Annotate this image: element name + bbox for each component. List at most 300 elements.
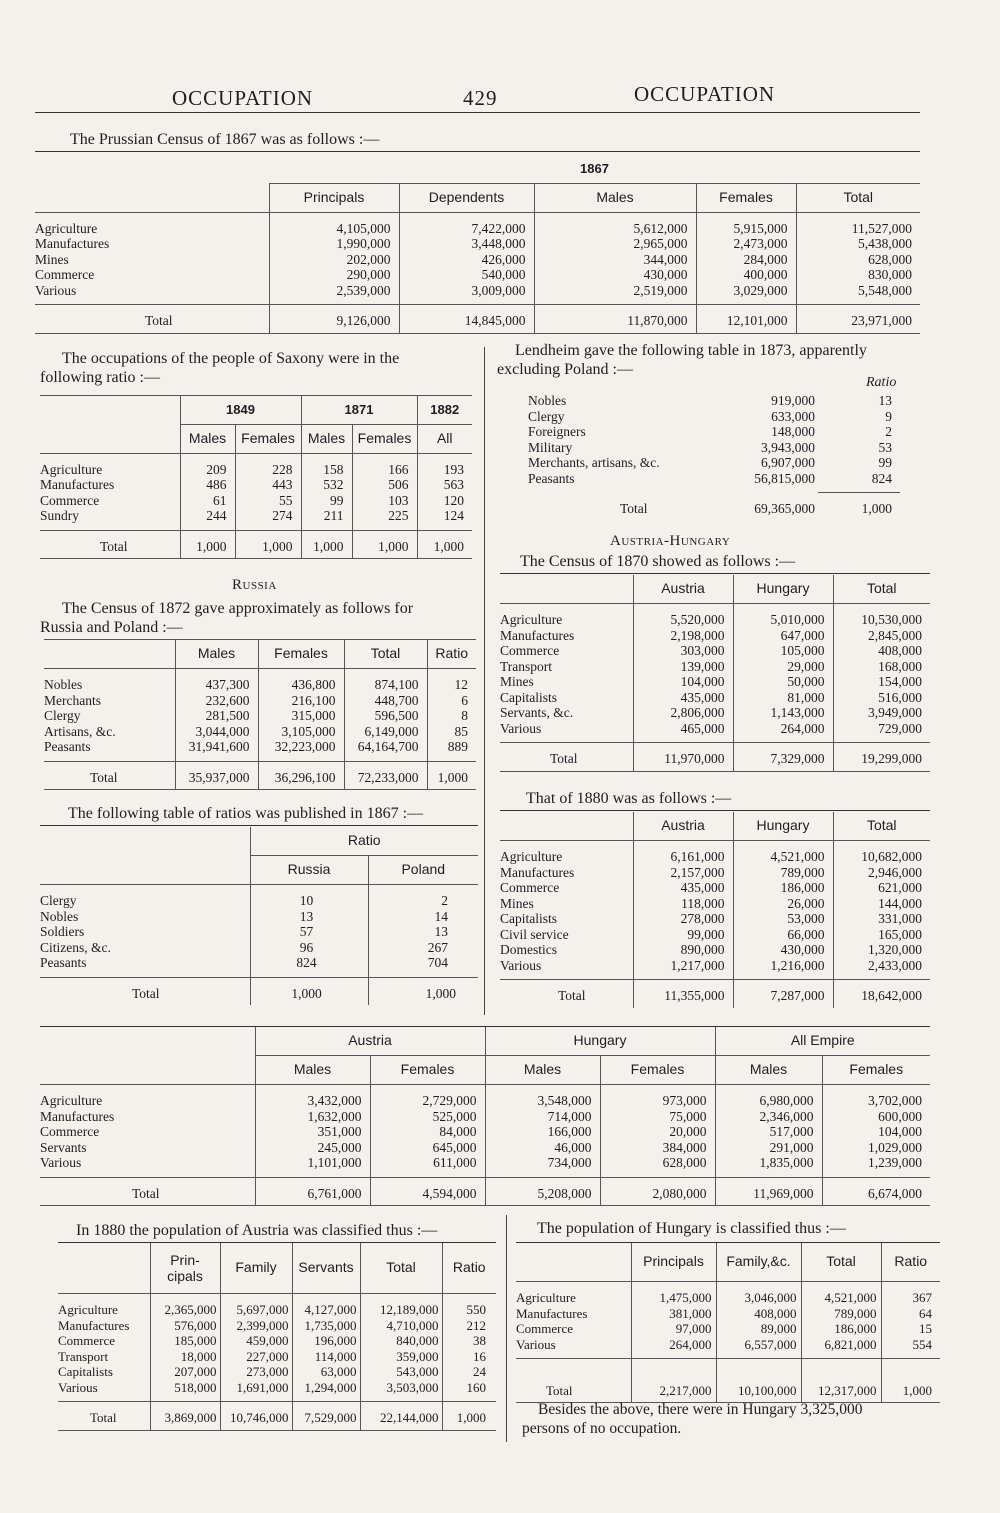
- cell: 166: [352, 453, 417, 477]
- cell: 53,000: [733, 911, 833, 927]
- cell: 22,144,000: [360, 1402, 442, 1431]
- table-row: [500, 628, 930, 644]
- cell: 1,000: [417, 530, 472, 559]
- cell: 274: [235, 508, 301, 530]
- row-label: Merchants: [44, 692, 101, 708]
- cell: 1,029,000: [822, 1140, 930, 1156]
- cell: 290,000: [269, 267, 399, 283]
- cell: 550: [442, 1294, 496, 1318]
- table-row: [40, 477, 472, 493]
- cell: 830,000: [796, 267, 920, 283]
- cell: 264,000: [631, 1337, 716, 1359]
- table-row: [35, 283, 920, 305]
- table-row: [40, 1085, 930, 1109]
- cell: 2,433,000: [833, 958, 930, 980]
- cell: 2,080,000: [600, 1177, 715, 1206]
- cell: 734,000: [485, 1155, 600, 1177]
- cell: 2,473,000: [696, 236, 796, 252]
- cell: 148,000: [771, 424, 815, 439]
- cell: 124: [417, 508, 472, 530]
- prussia-col-total: Total: [796, 183, 920, 212]
- cell: 10,530,000: [833, 604, 930, 628]
- cell: 13: [878, 393, 892, 408]
- cell: 351,000: [255, 1124, 370, 1140]
- cell: 6,761,000: [255, 1177, 370, 1206]
- cell: 85: [427, 724, 476, 740]
- row-label: Soldiers: [40, 924, 85, 939]
- cell: 400,000: [696, 267, 796, 283]
- cell: 628,000: [796, 252, 920, 268]
- cell: 1,000: [861, 501, 892, 516]
- cell: 13: [250, 909, 368, 925]
- table-row: [44, 724, 476, 740]
- cell: 196,000: [292, 1333, 360, 1349]
- cell: 384,000: [600, 1140, 715, 1156]
- cell: 2,946,000: [833, 865, 930, 881]
- total-label: Total: [100, 538, 128, 554]
- row-label: Agriculture: [40, 1093, 103, 1108]
- table-row: [500, 674, 930, 690]
- cell: 919,000: [771, 393, 815, 408]
- prussia-year: 1867: [269, 155, 920, 183]
- cell: 105,000: [733, 643, 833, 659]
- cell: 3,432,000: [255, 1085, 370, 1109]
- cell: 554: [881, 1337, 940, 1359]
- total-label: Total: [90, 1410, 117, 1425]
- row-label: Various: [35, 282, 77, 298]
- cell: 532: [301, 477, 352, 493]
- cell: 2,965,000: [534, 236, 696, 252]
- cell: 344,000: [534, 252, 696, 268]
- austria1870-top-rule: [500, 573, 930, 574]
- cell: 889: [427, 739, 476, 761]
- austria1880-caption: That of 1880 was as follows :—: [526, 790, 732, 807]
- russia-col-total: Total: [344, 640, 427, 669]
- cell: 9: [885, 408, 892, 424]
- austria1870-col-austria: Austria: [633, 575, 733, 604]
- cell: 1,000: [427, 761, 476, 790]
- prussia-table: [35, 155, 920, 334]
- empire-col-all-females: Females: [822, 1056, 930, 1085]
- row-label: Various: [40, 1155, 82, 1170]
- cell: 29,000: [733, 659, 833, 675]
- hungary-footnote-line1: Besides the above, there were in Hungary 3,325,000: [538, 1401, 863, 1418]
- cell: 61: [180, 493, 235, 509]
- cell: 2: [368, 885, 478, 909]
- russia-table: [44, 639, 476, 790]
- cell: 973,000: [600, 1085, 715, 1109]
- austria-hungary-heading: Austria-Hungary: [610, 533, 731, 549]
- table-row: [44, 669, 476, 693]
- cell: 6,674,000: [822, 1177, 930, 1206]
- cell: 207,000: [150, 1364, 220, 1380]
- cell: 600,000: [822, 1109, 930, 1125]
- row-label: Commerce: [516, 1321, 574, 1336]
- cell: 264,000: [733, 721, 833, 743]
- cell: 576,000: [150, 1318, 220, 1334]
- page-number: 429: [463, 86, 498, 110]
- table-row: [500, 721, 930, 743]
- cell: 303,000: [633, 643, 733, 659]
- table-row: [40, 1109, 930, 1125]
- total-row: [40, 1177, 930, 1206]
- cell: 4,521,000: [733, 841, 833, 865]
- cell: 518,000: [150, 1380, 220, 1402]
- row-label: Manufactures: [58, 1317, 130, 1333]
- austria1880-table: [500, 812, 930, 1008]
- cell: 2,365,000: [150, 1294, 220, 1318]
- table-row: [40, 1155, 930, 1177]
- cell: 1,217,000: [633, 958, 733, 980]
- cell: 331,000: [833, 911, 930, 927]
- row-label: Mines: [500, 674, 534, 689]
- row-label: Nobles: [528, 393, 567, 408]
- row-label: Nobles: [40, 908, 79, 924]
- table-row: [500, 690, 930, 706]
- cell: 165,000: [833, 927, 930, 943]
- cell: 714,000: [485, 1109, 600, 1125]
- table-row: [58, 1380, 496, 1402]
- prussia-col-dependents: Dependents: [399, 183, 534, 212]
- cell: 1,000: [368, 977, 478, 1005]
- table-row: [40, 909, 478, 925]
- table-row: [40, 453, 472, 477]
- table-row: [528, 440, 900, 456]
- cell: 12,189,000: [360, 1294, 442, 1318]
- cell: 209: [180, 453, 235, 477]
- cell: 1,101,000: [255, 1155, 370, 1177]
- table-row: [58, 1364, 496, 1380]
- column-divider: [484, 347, 485, 1015]
- cell: 1,000: [250, 977, 368, 1005]
- cell: 11,355,000: [633, 980, 733, 1008]
- cell: 633,000: [771, 408, 815, 424]
- cell: 1,000: [301, 530, 352, 559]
- cell: 2,399,000: [220, 1318, 292, 1334]
- saxony-year-1849: 1849: [180, 396, 301, 425]
- cell: 228: [235, 453, 301, 477]
- cell: 168,000: [833, 659, 930, 675]
- table-row: [40, 508, 472, 530]
- cell: 436,800: [258, 669, 344, 693]
- cell: 517,000: [715, 1124, 822, 1140]
- total-row: [528, 493, 900, 521]
- cell: 227,000: [220, 1349, 292, 1365]
- cell: 2: [885, 424, 892, 439]
- cell: 7,422,000: [399, 212, 534, 236]
- russia-col-ratio: Ratio: [427, 640, 476, 669]
- table-row: [500, 841, 930, 865]
- empire-group-hungary: Hungary: [485, 1027, 715, 1056]
- ratios1867-col-russia: Russia: [250, 856, 368, 885]
- row-label: Commerce: [500, 643, 560, 658]
- cell: 1,000: [235, 530, 301, 559]
- cell: 563: [417, 477, 472, 493]
- table-row: [528, 393, 900, 409]
- cell: 435,000: [633, 690, 733, 706]
- row-label: Agriculture: [516, 1290, 576, 1305]
- cell: 10,746,000: [220, 1402, 292, 1431]
- row-label: Capitalists: [500, 911, 557, 926]
- cell: 10,100,000: [716, 1359, 801, 1403]
- row-label: Manufactures: [500, 627, 575, 643]
- row-label: Agriculture: [500, 849, 563, 864]
- empire-col-austria-females: Females: [370, 1056, 485, 1085]
- cell: 4,521,000: [801, 1282, 881, 1306]
- cell: 3,503,000: [360, 1380, 442, 1402]
- cell: 645,000: [370, 1140, 485, 1156]
- cell: 2,217,000: [631, 1359, 716, 1403]
- table-row: [44, 693, 476, 709]
- cell: 15: [881, 1321, 940, 1337]
- row-label: Domestics: [500, 942, 557, 957]
- cell: 53: [878, 439, 892, 455]
- cell: 64,164,700: [344, 739, 427, 761]
- lendheim-caption-line1: Lendheim gave the following table in 1873, apparently: [515, 342, 867, 359]
- row-label: Manufactures: [500, 864, 575, 880]
- total-row: [40, 977, 478, 1005]
- cell: 202,000: [269, 252, 399, 268]
- cell: 19,299,000: [833, 743, 930, 772]
- cell: 486: [180, 477, 235, 493]
- table-row: [500, 927, 930, 943]
- row-label: Commerce: [40, 1124, 100, 1139]
- cell: 789,000: [801, 1306, 881, 1322]
- cell: 824: [250, 955, 368, 977]
- table-row: [500, 958, 930, 980]
- cell: 1,000: [352, 530, 417, 559]
- cell: 2,539,000: [269, 283, 399, 305]
- cell: 430,000: [534, 267, 696, 283]
- running-header-right: OCCUPATION: [634, 82, 776, 106]
- russia-caption-line1: The Census of 1872 gave approximately as follows for: [62, 600, 414, 617]
- table-row: [500, 942, 930, 958]
- row-label: Various: [500, 957, 542, 973]
- total-row: [35, 305, 920, 334]
- row-label: Agriculture: [35, 220, 98, 236]
- table-row: [500, 911, 930, 927]
- cell: 6,161,000: [633, 841, 733, 865]
- cell: 824: [818, 471, 900, 493]
- cell: 11,870,000: [534, 305, 696, 334]
- cell: 1,320,000: [833, 942, 930, 958]
- cell: 26,000: [733, 896, 833, 912]
- cell: 139,000: [633, 659, 733, 675]
- cell: 465,000: [633, 721, 733, 743]
- cell: 104,000: [633, 674, 733, 690]
- table-row: [516, 1282, 940, 1306]
- austria1880-top-rule: [500, 810, 930, 811]
- cell: 443: [235, 477, 301, 493]
- table-row: [500, 865, 930, 881]
- table-row: [35, 267, 920, 283]
- cell: 6,557,000: [716, 1337, 801, 1359]
- row-label: Citizens, &c.: [40, 939, 111, 955]
- ratios1867-top-rule: [40, 825, 478, 826]
- total-label: Total: [145, 313, 173, 328]
- table-row: [35, 252, 920, 268]
- cell: 5,612,000: [534, 212, 696, 236]
- table-row: [40, 493, 472, 509]
- cell: 2,806,000: [633, 705, 733, 721]
- russia-col-females: Females: [258, 640, 344, 669]
- row-label: Transport: [500, 658, 553, 674]
- lendheim-ratio-header: Ratio: [866, 375, 897, 390]
- cell: 89,000: [716, 1321, 801, 1337]
- cell: 5,208,000: [485, 1177, 600, 1206]
- empire-group-all: All Empire: [715, 1027, 930, 1056]
- cell: 186,000: [733, 880, 833, 896]
- cell: 1,000: [180, 530, 235, 559]
- empire-col-austria-males: Males: [255, 1056, 370, 1085]
- empire-table: [40, 1027, 930, 1206]
- austria1880-col-total: Total: [833, 812, 930, 841]
- cell: 32,223,000: [258, 739, 344, 761]
- table-row: [40, 1124, 930, 1140]
- cell: 50,000: [733, 674, 833, 690]
- cell: 1,691,000: [220, 1380, 292, 1402]
- cell: 291,000: [715, 1140, 822, 1156]
- column-divider-lower: [506, 1215, 507, 1442]
- cell: 516,000: [833, 690, 930, 706]
- cell: 408,000: [716, 1306, 801, 1322]
- russia-heading: Russia: [232, 577, 277, 593]
- cell: 144,000: [833, 896, 930, 912]
- cell: 729,000: [833, 721, 930, 743]
- cell: 18,642,000: [833, 980, 930, 1008]
- row-label: Civil service: [500, 926, 569, 942]
- cell: 166,000: [485, 1124, 600, 1140]
- saxony-year-1871: 1871: [301, 396, 417, 425]
- cell: 1,294,000: [292, 1380, 360, 1402]
- table-row: [500, 659, 930, 675]
- table-row: [58, 1318, 496, 1334]
- cell: 506: [352, 477, 417, 493]
- table-row: [40, 924, 478, 940]
- hungary-pop-table: [516, 1243, 940, 1403]
- header-rule: [35, 112, 920, 113]
- saxony-col-females-1849: Females: [235, 424, 301, 453]
- cell: 5,520,000: [633, 604, 733, 628]
- cell: 75,000: [600, 1109, 715, 1125]
- hungary-pop-col-family: Family,&c.: [716, 1243, 801, 1282]
- cell: 1,835,000: [715, 1155, 822, 1177]
- cell: 6,149,000: [344, 724, 427, 740]
- total-label: Total: [132, 985, 160, 1001]
- austria-pop-col-family: Family: [220, 1243, 292, 1294]
- cell: 3,448,000: [399, 236, 534, 252]
- saxony-col-males-1871: Males: [301, 424, 352, 453]
- row-label: Various: [516, 1336, 556, 1352]
- hungary-pop-col-principals: Principals: [631, 1243, 716, 1282]
- table-row: [58, 1294, 496, 1318]
- cell: 2,157,000: [633, 865, 733, 881]
- cell: 11,527,000: [796, 212, 920, 236]
- cell: 31,941,600: [175, 739, 258, 761]
- cell: 3,105,000: [258, 724, 344, 740]
- total-label: Total: [546, 1382, 573, 1398]
- row-label: Clergy: [528, 408, 565, 424]
- cell: 104,000: [822, 1124, 930, 1140]
- cell: 99: [301, 493, 352, 509]
- cell: 278,000: [633, 911, 733, 927]
- cell: 1,239,000: [822, 1155, 930, 1177]
- row-label: Commerce: [35, 267, 95, 282]
- cell: 5,697,000: [220, 1294, 292, 1318]
- total-row: [500, 980, 930, 1008]
- cell: 3,702,000: [822, 1085, 930, 1109]
- cell: 437,300: [175, 669, 258, 693]
- cell: 6,980,000: [715, 1085, 822, 1109]
- cell: 3,548,000: [485, 1085, 600, 1109]
- cell: 2,346,000: [715, 1109, 822, 1125]
- hungary-pop-col-ratio: Ratio: [881, 1243, 940, 1282]
- table-row: [528, 409, 900, 425]
- cell: 840,000: [360, 1333, 442, 1349]
- table-row: [58, 1333, 496, 1349]
- table-row: [40, 1140, 930, 1156]
- cell: 24: [442, 1364, 496, 1380]
- row-label: Commerce: [40, 492, 100, 508]
- row-label: Foreigners: [528, 424, 586, 439]
- cell: 2,519,000: [534, 283, 696, 305]
- cell: 5,915,000: [696, 212, 796, 236]
- total-label: Total: [90, 769, 118, 785]
- austria1870-col-total: Total: [833, 575, 930, 604]
- cell: 6: [427, 693, 476, 709]
- cell: 160: [442, 1380, 496, 1402]
- cell: 8: [427, 708, 476, 724]
- austria1870-caption: The Census of 1870 showed as follows :—: [520, 553, 796, 570]
- cell: 186,000: [801, 1321, 881, 1337]
- ratios1867-table: [40, 827, 478, 1005]
- row-label: Servants, &c.: [500, 705, 574, 720]
- ratios1867-caption: The following table of ratios was published in 1867 :—: [68, 805, 424, 822]
- row-label: Peasants: [44, 739, 91, 754]
- table-row: [528, 424, 900, 440]
- cell: 7,529,000: [292, 1402, 360, 1431]
- saxony-col-all-1882: All: [417, 424, 472, 453]
- row-label: Mines: [500, 895, 534, 911]
- russia-caption-line2: Russia and Poland :—: [40, 619, 183, 636]
- row-label: Clergy: [44, 708, 81, 723]
- cell: 1,990,000: [269, 236, 399, 252]
- row-label: Mines: [35, 251, 69, 267]
- cell: 3,029,000: [696, 283, 796, 305]
- row-label: Clergy: [40, 893, 77, 908]
- cell: 16: [442, 1349, 496, 1365]
- cell: 20,000: [600, 1124, 715, 1140]
- ratios1867-col-poland: Poland: [368, 856, 478, 885]
- cell: 430,000: [733, 942, 833, 958]
- total-label: Total: [558, 988, 586, 1003]
- table-row: [58, 1349, 496, 1365]
- cell: 408,000: [833, 643, 930, 659]
- cell: 211: [301, 508, 352, 530]
- cell: 596,500: [344, 708, 427, 724]
- saxony-caption-line1: The occupations of the people of Saxony were in the: [62, 350, 400, 367]
- cell: 185,000: [150, 1333, 220, 1349]
- cell: 611,000: [370, 1155, 485, 1177]
- total-label: Total: [620, 501, 648, 516]
- cell: 3,869,000: [150, 1402, 220, 1431]
- table-row: [35, 236, 920, 252]
- cell: 435,000: [633, 880, 733, 896]
- row-label: Manufactures: [516, 1305, 588, 1321]
- russia-col-males: Males: [175, 640, 258, 669]
- cell: 96: [250, 940, 368, 956]
- cell: 1,475,000: [631, 1282, 716, 1306]
